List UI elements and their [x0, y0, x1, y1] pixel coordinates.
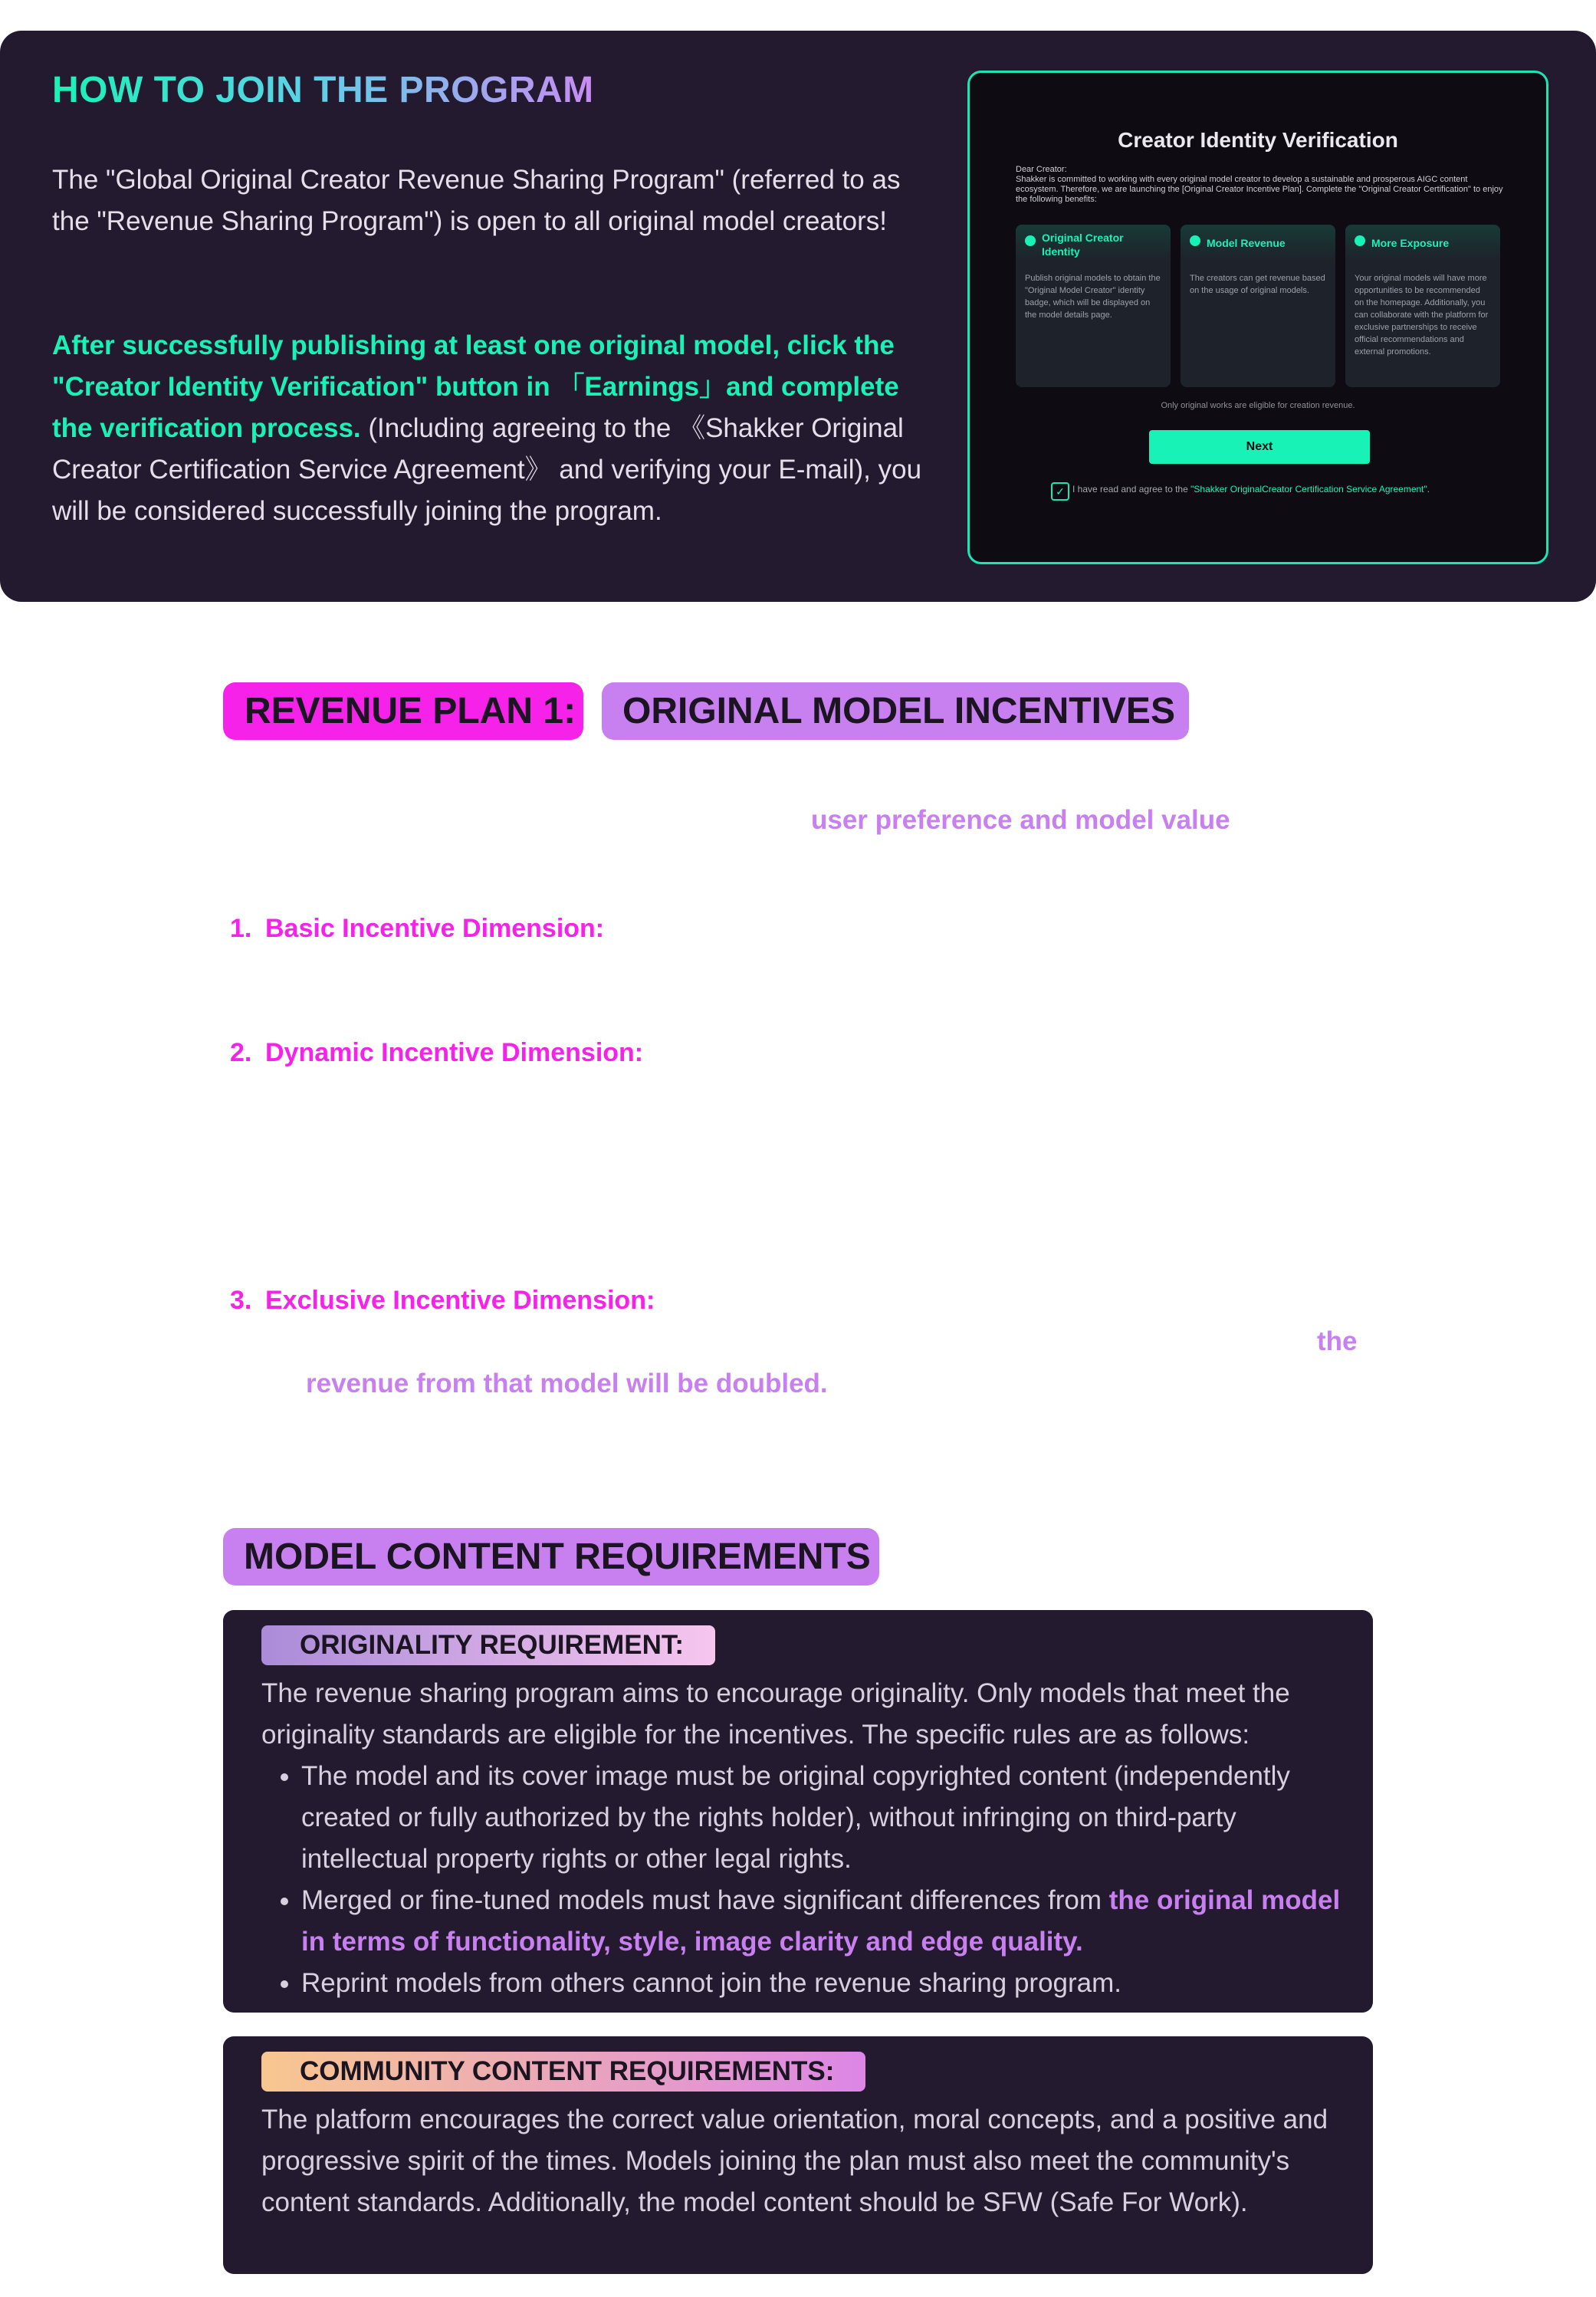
- list-item: [301, 1880, 1350, 1963]
- revenue-plan-name: ORIGINAL MODEL INCENTIVES: [602, 682, 1189, 740]
- benefit-panel-body: Publish original models to obtain the "Original Model Creator" identity badge, which will be displayed on the model details page.: [1025, 274, 1161, 320]
- next-button[interactable]: Next: [1149, 430, 1370, 464]
- benefit-panel-title: More Exposure: [1371, 237, 1450, 249]
- agree-label: [1072, 484, 1532, 495]
- benefit-panel-revenue: [1181, 225, 1335, 387]
- verification-screenshot: [967, 71, 1548, 564]
- agree-text: I have read and agree to the: [1072, 484, 1191, 495]
- exposure-icon: [1355, 235, 1365, 246]
- exclusive-the-text: the: [1317, 1326, 1358, 1356]
- join-steps-rest: (Including agreeing to the 《Shakker Original Creator Certification Service Agreement》 and verifying your E-mail), you will be considered successfully joining the program.: [52, 413, 922, 526]
- join-program-steps: [52, 325, 926, 532]
- dimension-number: 2.: [230, 1038, 252, 1067]
- dimension-label: Dynamic Incentive Dimension:: [265, 1038, 644, 1067]
- dimension-label: Basic Incentive Dimension:: [265, 914, 605, 943]
- doubled-revenue-text: revenue from that model will be doubled.: [306, 1369, 828, 1398]
- dimension-number: 3.: [230, 1286, 252, 1315]
- user-icon: [1025, 235, 1036, 246]
- benefit-panel-body: The creators can get revenue based on the usage of original models.: [1190, 274, 1325, 295]
- join-steps-highlight: After successfully publishing at least one original model, click the "Creator Identity Verification" button in 「Earnings」and complete the verification process.: [52, 330, 899, 443]
- benefit-panel-exposure: [1345, 225, 1500, 387]
- join-program-title: HOW TO JOIN THE PROGRAM: [52, 70, 594, 110]
- community-requirement-tag: COMMUNITY CONTENT REQUIREMENTS:: [261, 2052, 865, 2092]
- dimension-number: 1.: [230, 914, 252, 943]
- verification-intro-text: Shakker is committed to working with every original model creator to develop a sustainable and prosperous AIGC content ecosystem. Therefore, we are launching the [Original Creator Incentive Plan]. Complete the "Original Creator Certification" to enjoy the following benefits:: [1016, 175, 1503, 204]
- content-requirements-heading: MODEL CONTENT REQUIREMENTS: [223, 1528, 879, 1586]
- dynamic-incentive-dimension: [230, 1038, 643, 1068]
- rule-text: Merged or fine-tuned models must have significant differences from: [301, 1885, 1109, 1915]
- originality-requirement-body: [261, 1673, 1350, 2004]
- verification-note: Only original works are eligible for creation revenue.: [1161, 401, 1355, 410]
- originality-requirement-card: [223, 1610, 1373, 2013]
- revenue-plan-label: REVENUE PLAN 1:: [223, 682, 583, 740]
- benefit-panel-title: Model Revenue: [1207, 237, 1286, 249]
- preference-text: user preference and model value: [811, 805, 1230, 835]
- verification-title: Creator Identity Verification: [1118, 128, 1398, 152]
- dimension-label: Exclusive Incentive Dimension:: [265, 1286, 655, 1315]
- rule-highlight: the original model in terms of functionality, style, image clarity and edge quality.: [301, 1885, 1341, 1957]
- list-item: • Reprint models from others cannot join the revenue sharing program.: [301, 1963, 1350, 2004]
- benefit-panel-identity: [1016, 225, 1171, 387]
- agree-checkbox[interactable]: ✓: [1051, 482, 1069, 501]
- community-requirement-card: [223, 2036, 1373, 2274]
- originality-requirement-tag: ORIGINALITY REQUIREMENT:: [261, 1625, 715, 1665]
- benefit-panel-body: Your original models will have more opportunities to be recommended on the homepage. Additionally, you can collaborate with the platform for exclusive partnerships to receive official recommendations and external promotions.: [1355, 274, 1489, 357]
- community-requirement-body: The platform encourages the correct value orientation, moral concepts, and a positive and progressive spirit of the times. Models joining the plan must also meet the community's content standards. Additionally, the model content should be SFW (Safe For Work).: [261, 2105, 1328, 2217]
- benefit-panel-title: Original Creator Identity: [1042, 232, 1124, 258]
- revenue-icon: [1190, 235, 1200, 246]
- agreement-link[interactable]: "Shakker OriginalCreator Certification Service Agreement".: [1190, 484, 1430, 495]
- join-program-intro: The "Global Original Creator Revenue Sharing Program" (referred to as the "Revenue Sharing Program") is open to all original model creators!: [52, 165, 901, 236]
- basic-incentive-dimension: [230, 914, 604, 944]
- exclusive-incentive-dimension: [230, 1286, 655, 1316]
- verification-intro: [1016, 165, 1506, 205]
- originality-intro: The revenue sharing program aims to encourage originality. Only models that meet the originality standards are eligible for the incentives. The specific rules are as follows:: [261, 1678, 1290, 1750]
- originality-rules-list: [261, 1756, 1350, 2004]
- list-item: • The model and its cover image must be original copyrighted content (independently created or fully authorized by the rights holder), without infringing on third-party intellectual property rights or other legal rights.: [301, 1756, 1350, 1880]
- verification-greeting: Dear Creator:: [1016, 165, 1067, 174]
